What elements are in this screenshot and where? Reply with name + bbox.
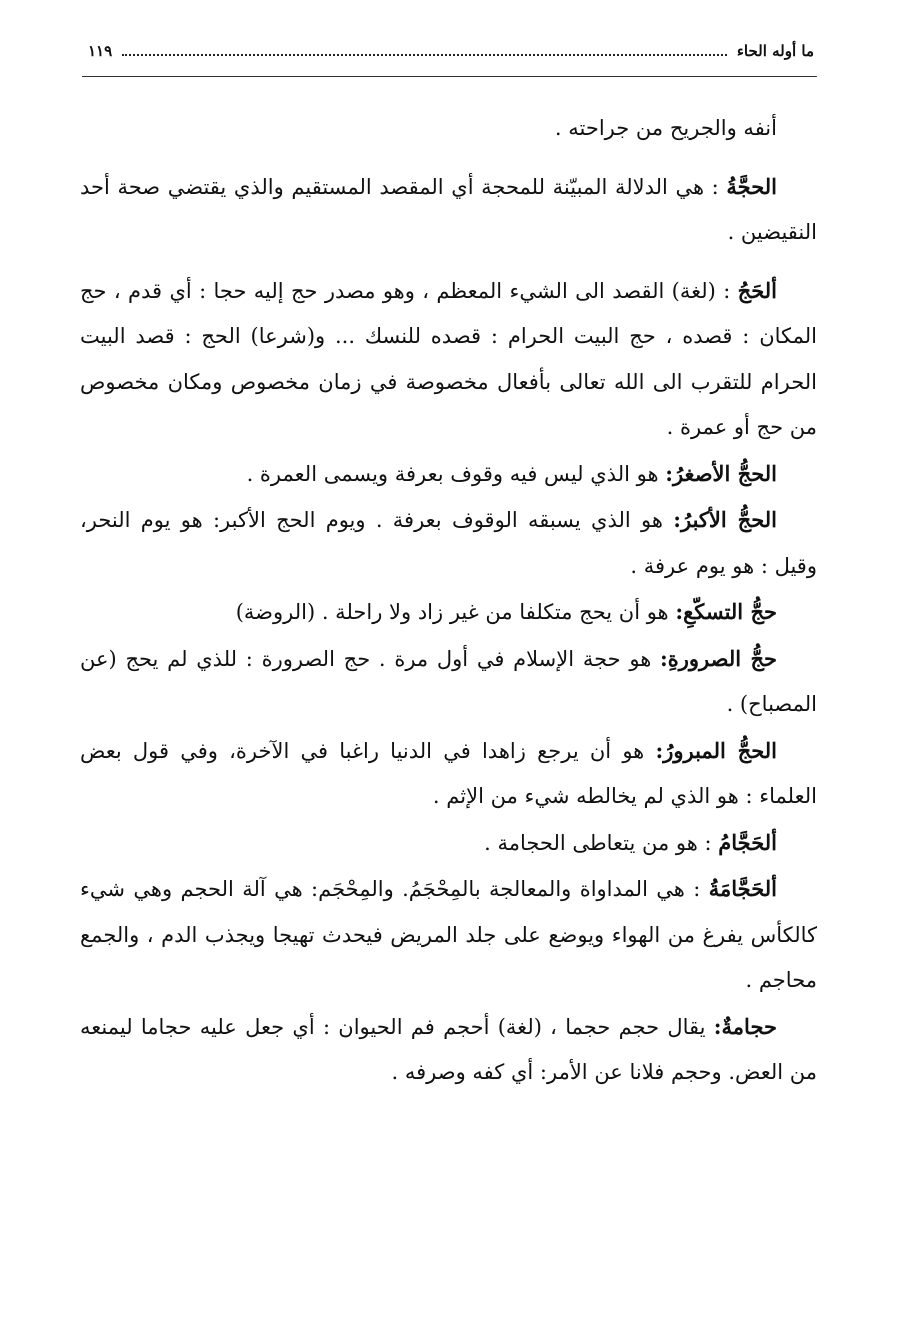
entry-continuation (80, 106, 817, 152)
entry-hijama (80, 866, 817, 1004)
entry-hajj (80, 268, 817, 451)
entry-text: هو الذي يسبقه الوقوف بعرفة . ويوم الحج الأكبر: هو يوم النحر، وقيل : هو يوم عرفة . (80, 508, 817, 578)
running-header (88, 42, 814, 72)
entry-term: الحجُّ الأصغرُ: (665, 460, 777, 486)
entry-text: : (لغة) القصد الى الشيء المعظم ، وهو مصدر حج إليه حجا : أي قدم ، حج المكان : قصده ، حج البيت الحرام : قصده للنسك ... و(شرعا) الحج : قصد البيت الحرام للتقرب الى الله تعالى بأفعال مخصوصة في زمان مخصوص ومكان مخصوص من حج أو عمرة . (80, 278, 817, 439)
entry-term: حجُّ الصرورةِ: (660, 645, 777, 671)
running-header-title: ما أوله الحاء (736, 42, 814, 60)
entry-term: الحجَّةُ (726, 173, 777, 199)
entry-term: ألحَجَّامَةُ (708, 876, 777, 901)
entry-term: ألحَجَّامُ (718, 829, 777, 855)
entry-text: هو الذي ليس فيه وقوف بعرفة ويسمى العمرة . (246, 461, 666, 486)
entry-text: يقال حجم حجما ، (لغة) أحجم فم الحيوان : أي جعل عليه حجاما ليمنعه من العض. وحجم فلانا عن الأمر: أي كفه وصرفه . (80, 1014, 817, 1084)
entry-text: : هي الدلالة المبيّنة للمحجة أي المقصد المستقيم والذي يقتضي صحة أحد النقيضين . (80, 174, 817, 244)
entry-text: : هي المداواة والمعالجة بالمِحْجَمُ. والمِحْجَم: هي آلة الحجم وهي شيء كالكأس يفرغ من الهواء ويوضع على جلد المريض فيحدث تهيجا ويجذب الدم ، والجمع محاجم . (80, 877, 817, 992)
entry-hajj-asghar (80, 451, 817, 498)
dictionary-body (80, 106, 817, 1096)
entry-term: ألحَجُ (737, 277, 777, 303)
entry-hajj-akbar (80, 497, 817, 589)
entry-text: : هو من يتعاطى الحجامة . (484, 830, 719, 855)
page-number: ١١٩ (88, 42, 113, 60)
entry-term: الحجُّ المبرورُ: (655, 737, 777, 763)
entry-hijama-2 (80, 1004, 817, 1096)
entry-text: هو أن يحج متكلفا من غير زاد ولا راحلة . (الروضة) (235, 600, 676, 624)
entry-term: حجامةٌ: (713, 1013, 777, 1039)
entry-text: هو حجة الإسلام في أول مرة . حج الصرورة : للذي لم يحج (عن المصباح) . (80, 646, 817, 716)
header-divider (82, 76, 817, 77)
entry-hajj-mabrur (80, 728, 817, 820)
entry-term: حجُّ التسكّعِ: (675, 599, 777, 624)
entry-hajj-tasakku (80, 589, 817, 636)
entry-hajjam (80, 820, 817, 867)
entry-hujja (80, 164, 817, 256)
entry-term: الحجُّ الأكبرُ: (673, 507, 778, 532)
entry-hajj-sarura (80, 636, 817, 728)
entry-text: أنفه والجريح من جراحته . (554, 116, 777, 140)
dotted-leader (122, 42, 727, 56)
entry-text: هو أن يرجع زاهدا في الدنيا راغبا في الآخرة، وفي قول بعض العلماء : هو الذي لم يخالطه شيء من الإثم . (80, 738, 817, 808)
